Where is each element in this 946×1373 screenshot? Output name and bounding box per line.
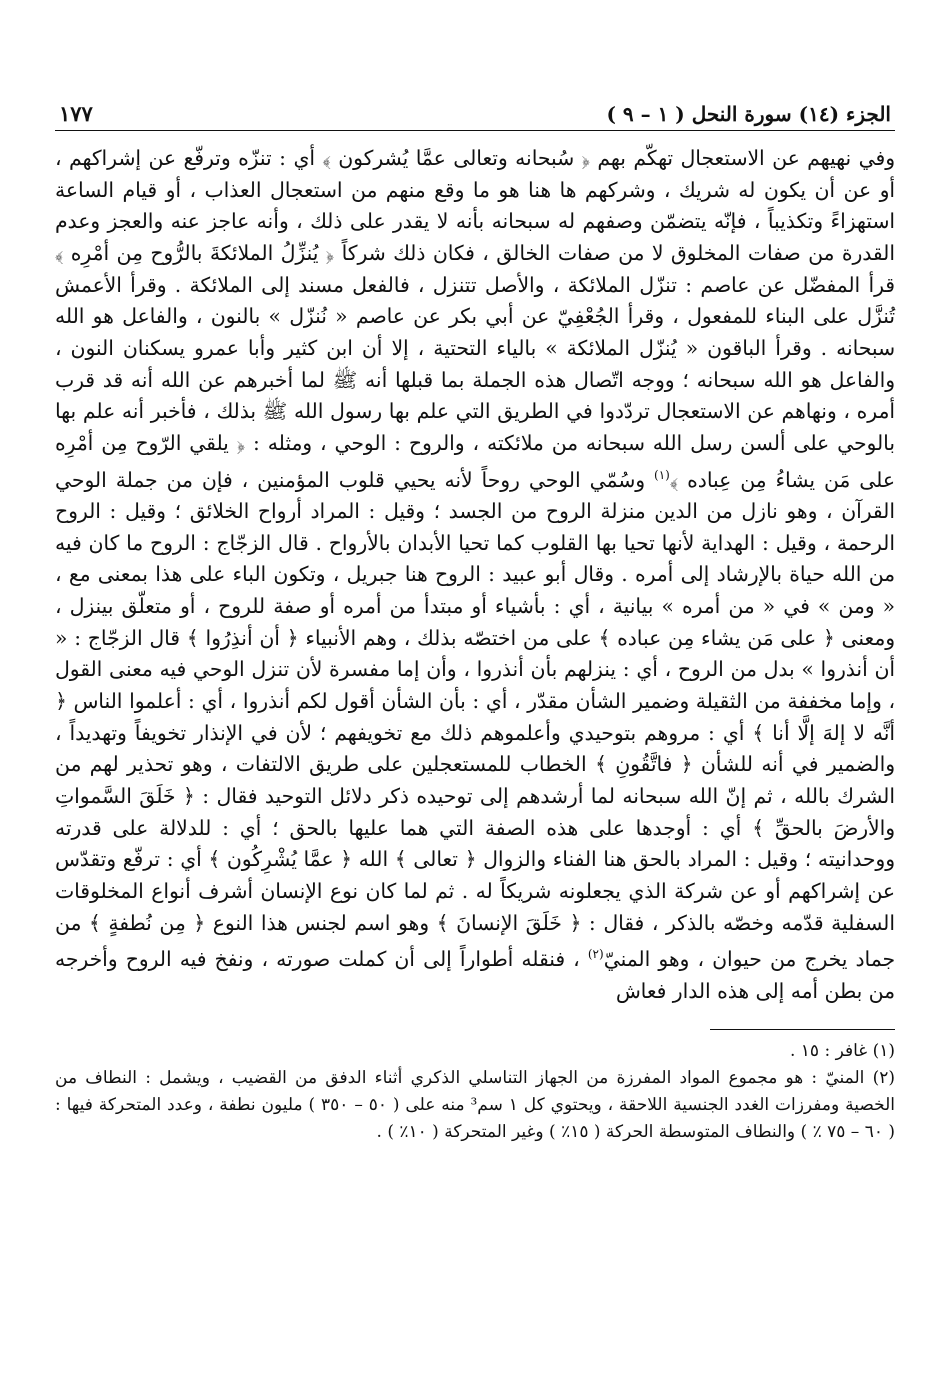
page-number: ١٧٧	[59, 101, 93, 126]
paragraph	[55, 143, 895, 1007]
footnote-1: (١) غافر : ١٥ .	[789, 1041, 895, 1062]
footnote-separator	[710, 1029, 895, 1030]
footnote-2: (٢) المنيّ : هو مجموع المواد المفرزة من الجهاز التناسلي الذكري أثناء الدفق من القضيب ، ويشمل : النطاف من الخصية ومفرزات الغدد الجنسية اللاحقة ، ويحتوي كل ١ سم³ منه على ( ٥٠ – ٣٥٠ ) مليون نطفة ، وعدد المتحركة فيها : ( ٦٠ – ٧٥ ٪ ) والنطاف المتوسطة الحركة ( ١٥٪ ) وغير المتحركة ( ١٠٪ ) .	[55, 1068, 895, 1143]
main-text	[55, 143, 895, 1007]
footnote-marker-1: (١)	[654, 467, 670, 482]
text-segment-1: وفي نهيهم عن الاستعجال تهكّم بهم ﴿ سُبحانه وتعالى عمَّا يُشركون ﴾ أي : تنزّه وترفّع عن إشراكهم ، أو عن أن يكون له شريك ، وشركهم ها هنا هو ما وقع منهم من استعجال العذاب ، أو قيام الساعة استهزاءً وتكذيباً ، فإنّه يتضمّن وصفهم له سبحانه بأنه لا يقدر على ذلك ، وأنه عاجز عنه والعجز وعدم القدرة من صفات المخلوق لا من صفات الخالق ، فكان ذلك شركاً ﴿ يُنزِّلُ الملائكةَ بالرُّوح مِن أمْرِه ﴾ قرأ المفضّل عن عاصم : تنزّل الملائكة ، والأصل تتنزل ، فالفعل مسند إلى الملائكة . وقرأ الأعمش تُنزَّل على البناء للمفعول ، وقرأ الجُعْفِيّ عن أبي بكر عن عاصم « نُنزّل » بالنون ، والفاعل هو الله سبحانه . وقرأ الباقون « يُنزّل الملائكة » بالياء التحتية ، إلا أن ابن كثير وأبا عمرو يسكنان النون ، والفاعل هو الله سبحانه ؛ ووجه اتّصال هذه الجملة بما قبلها أنه ﷺ لما أخبرهم عن الله أنه قد قرب أمره ، ونهاهم عن الاستعجال تردّدوا في الطريق التي علم بها رسول الله ﷺ بذلك ، فأخبر أنه علم بها بالوحي على ألسن رسل الله سبحانه من ملائكته ، والروح : الوحي ، ومثله : ﴿ يلقي الرّوح مِن أمْرِه على مَن يشاءُ مِن عِباده ﴾	[55, 146, 895, 492]
footnote-marker-2: (٢)	[587, 947, 604, 962]
running-title: الجزء (١٤) سورة النحل ( ١ – ٩ )	[606, 102, 891, 126]
text-segment-3: ، فنقله أطواراً إلى أن كملت صورته ، ونفخ فيه الروح وأخرجه من بطن أمه إلى هذه الدار فعاش	[55, 946, 895, 1003]
footnotes	[55, 1038, 895, 1146]
page-header	[55, 86, 895, 131]
book-page	[55, 86, 895, 1146]
text-segment-2: وسُمّي الوحي روحاً لأنه يحيي قلوب المؤمنين ، فإن من جملة الوحي القرآن ، وهو نازل من الدين منزلة الروح من الجسد ؛ وقيل : المراد أرواح الخلائق ؛ وقيل : الروح الرحمة ، وقيل : الهداية لأنها تحيا بها القلوب كما تحيا الأبدان بالأرواح . قال الزجّاج : الروح ما كان فيه من الله حياة بالإرشاد إلى أمره . وقال أبو عبيد : الروح هنا جبريل ، وتكون الباء على هذا بمعنى مع ، « ومن » في « من أمره » بيانية ، أي : بأشياء أو مبتدأ من أمره أو صفة للروح ، أو متعلّق بينزل ، ومعنى ﴿ على مَن يشاء مِن عباده ﴾ على من اختصّه بذلك ، وهم الأنبياء ﴿ أن أنذِرُوا ﴾ قال الزجّاج : « أن أنذروا » بدل من الروح ، أي : ينزلهم بأن أنذروا ، وأن إما مفسرة لأن تنزل الوحي فيه معنى القول ، وإما مخففة من الثقيلة وضمير الشأن مقدّر ، أي : بأن الشأن أقول لكم أنذروا ، أي : أعلموا الناس ﴿ أنَّه لا إلهَ إلَّا أنا ﴾ أي : مروهم بتوحيدي وأعلموهم ذلك مع تخويفهم ؛ لأن في الإنذار تخويفاً وتهديداً ، والضمير في أنه للشأن ﴿ فاتَّقُونِ ﴾ الخطاب للمستعجلين على طريق الالتفات ، وهو تحذير لهم من الشرك بالله ، ثم إنّ الله سبحانه لما أرشدهم إلى توحيده ذكر دلائل التوحيد فقال : ﴿ خَلَقَ السَّمواتِ والأرضَ بالحقِّ ﴾ أي : أوجدها على هذه الصفة التي هما عليها بالحق ؛ أي : للدلالة على قدرته ووحدانيته ؛ وقيل : المراد بالحق هنا الفناء والزوال ﴿ تعالى ﴾ الله ﴿ عمَّا يُشْرِكُون ﴾ أي : ترفّع وتقدّس عن إشراكهم أو عن شركة الذي يجعلونه شريكاً له . ثم لما كان نوع الإنسان أشرف أنواع المخلوقات السفلية قدّمه وخصّه بالذكر ، فقال : ﴿ خَلَقَ الإنسانَ ﴾ وهو اسم لجنس هذا النوع ﴿ مِن نُطفةٍ ﴾ من جماد يخرج من حيوان ، وهو المنيّ	[55, 467, 896, 971]
